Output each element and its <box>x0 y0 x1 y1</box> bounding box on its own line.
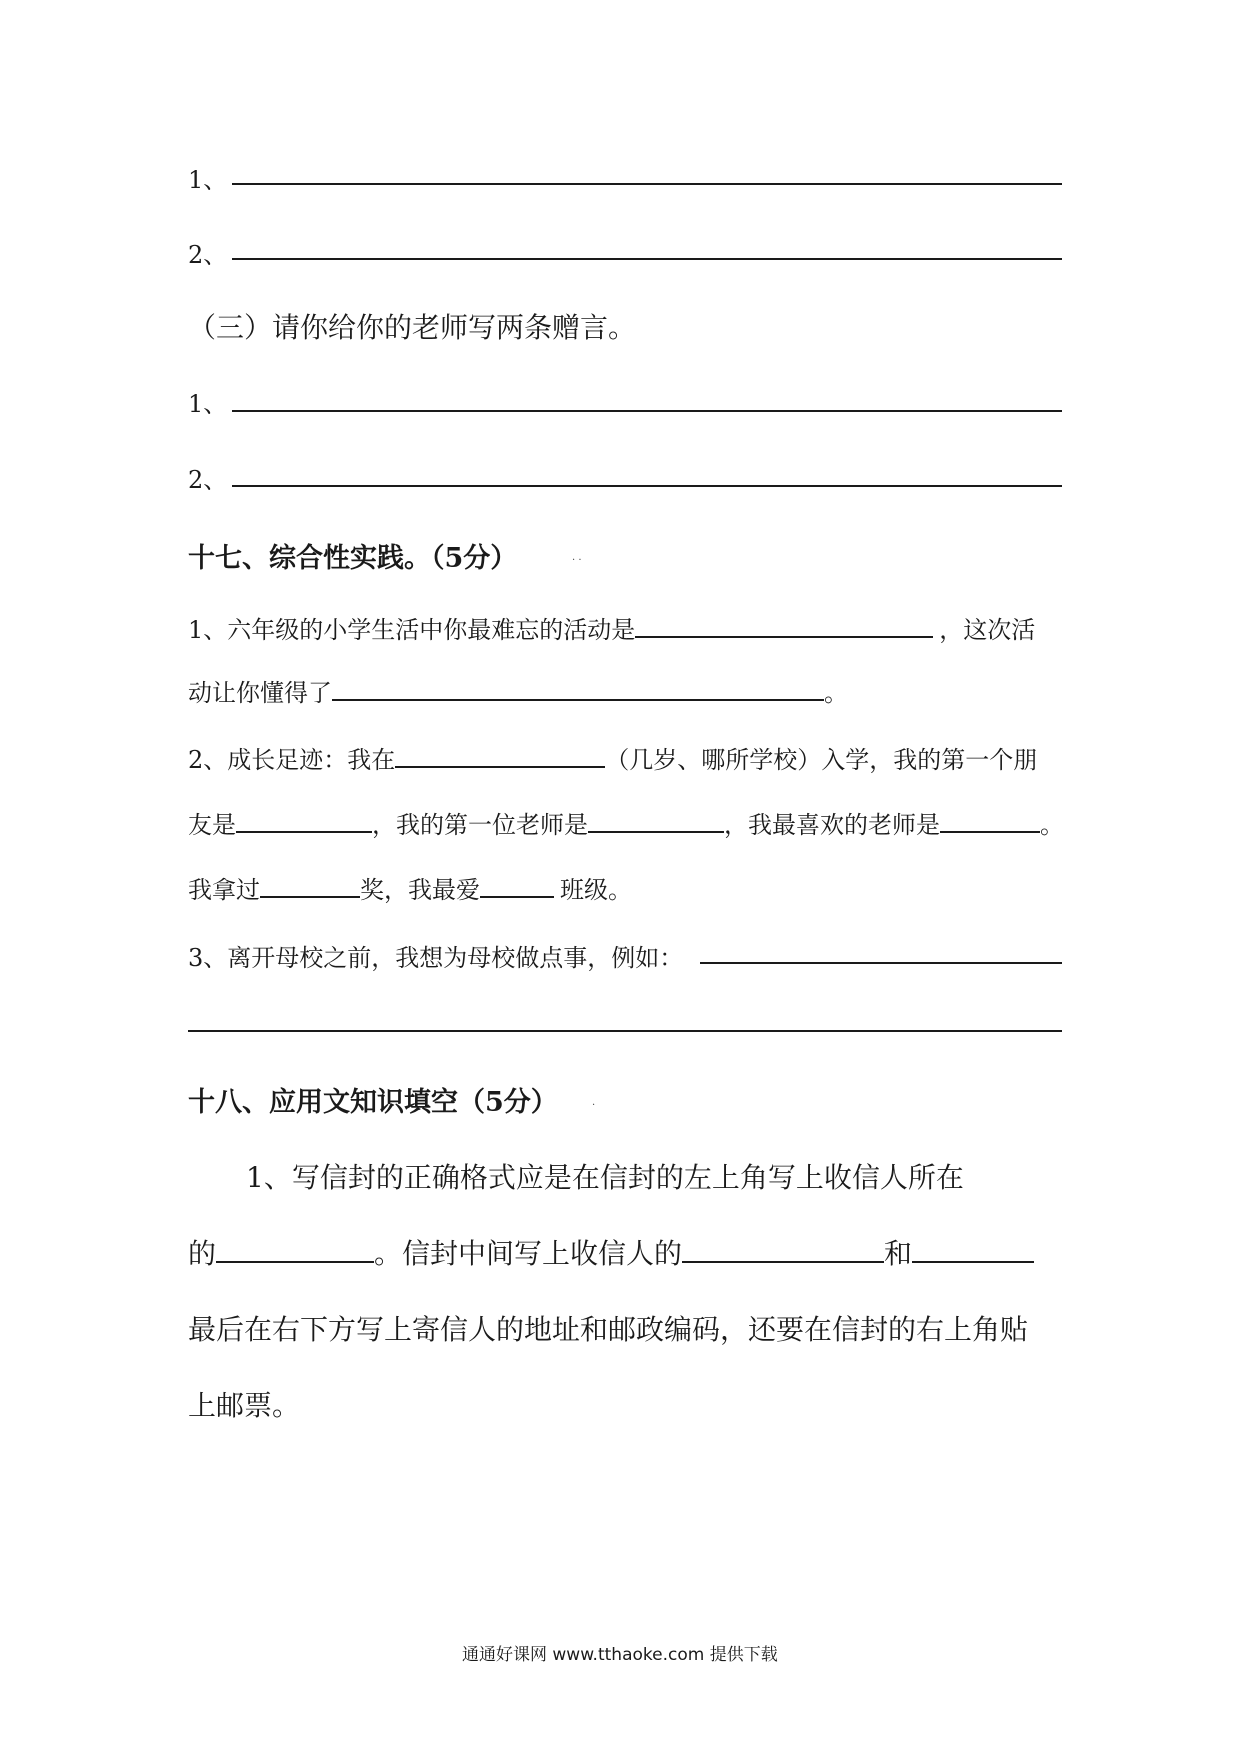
teacher-message-1-number: 1、 <box>188 390 228 418</box>
first-friend-blank[interactable] <box>236 809 372 833</box>
answer-line-2[interactable] <box>232 258 1062 260</box>
s18-line2 <box>188 1232 1034 1272</box>
lesson-learned-blank[interactable] <box>332 677 824 701</box>
s17-q2-text-a: 2、成长足迹：我在 <box>188 746 396 774</box>
s18-line1: 1、写信封的正确格式应是在信封的左上角写上收信人所在 <box>246 1161 964 1194</box>
s17-q2-text-h: 奖，我最爱 <box>360 876 480 904</box>
s18-line2-text-c: 和 <box>884 1237 913 1270</box>
favorite-teacher-blank[interactable] <box>940 809 1040 833</box>
s18-line2-text-a: 的 <box>188 1237 217 1270</box>
s18-line3: 最后在右下方写上寄信人的地址和邮政编码，还要在信封的右上角贴 <box>188 1313 1029 1346</box>
teacher-message-line-2[interactable] <box>232 485 1062 487</box>
school-deed-continuation-line[interactable] <box>188 1030 1062 1032</box>
school-deed-blank[interactable] <box>700 962 1062 964</box>
first-teacher-blank[interactable] <box>588 809 724 833</box>
section-18-title: 十八、应用文知识填空（5分） <box>188 1087 558 1118</box>
s17-q2-text-f: 。 <box>1040 811 1064 839</box>
enrollment-blank[interactable] <box>395 744 605 768</box>
s17-q2-line1 <box>188 740 1037 775</box>
recipient-address-blank[interactable] <box>216 1235 374 1263</box>
part3-heading: （三）请你给你的老师写两条赠言。 <box>188 311 637 344</box>
s18-line2-text-b: 。信封中间写上收信人的 <box>374 1237 683 1270</box>
decorative-dot: . <box>592 1097 596 1108</box>
s17-q3-line: 3、离开母校之前，我想为母校做点事，例如： <box>188 944 684 972</box>
s17-q2-text-e: ，我最喜欢的老师是 <box>724 811 940 839</box>
s17-q1-text-b: ，这次活 <box>939 616 1036 644</box>
s17-q1-line2 <box>188 673 848 708</box>
answer-line-1[interactable] <box>232 183 1062 185</box>
favorite-class-blank[interactable] <box>480 874 554 898</box>
s17-q1-text-d: 。 <box>824 679 848 707</box>
s17-q1-text-c: 动让你懂得了 <box>188 679 332 707</box>
decorative-dots: . . <box>572 552 582 563</box>
answer-2-number: 2、 <box>188 241 228 269</box>
recipient-extra-blank[interactable] <box>912 1235 1034 1263</box>
section-17-title: 十七、综合性实践。（5分） <box>188 543 518 574</box>
answer-1-number: 1、 <box>188 166 228 194</box>
recipient-name-blank[interactable] <box>682 1235 884 1263</box>
memorable-activity-blank[interactable] <box>635 614 933 638</box>
award-blank[interactable] <box>260 874 360 898</box>
s18-line4: 上邮票。 <box>188 1389 301 1422</box>
s17-q2-text-d: ，我的第一位老师是 <box>372 811 588 839</box>
s17-q2-text-c: 友是 <box>188 811 236 839</box>
s17-q2-line3 <box>188 870 632 905</box>
s17-q2-text-i: 班级。 <box>560 876 632 904</box>
teacher-message-2-number: 2、 <box>188 466 228 494</box>
teacher-message-line-1[interactable] <box>232 410 1062 412</box>
s17-q2-text-b: （几岁、哪所学校）入学，我的第一个朋 <box>605 746 1038 774</box>
s17-q1-line1 <box>188 610 1035 645</box>
footer-source: 通通好课网 www.tthaoke.com 提供下载 <box>462 1645 778 1665</box>
s17-q2-text-g: 我拿过 <box>188 876 260 904</box>
s17-q1-text-a: 1、六年级的小学生活中你最难忘的活动是 <box>188 616 636 644</box>
s17-q2-line2 <box>188 805 1064 840</box>
